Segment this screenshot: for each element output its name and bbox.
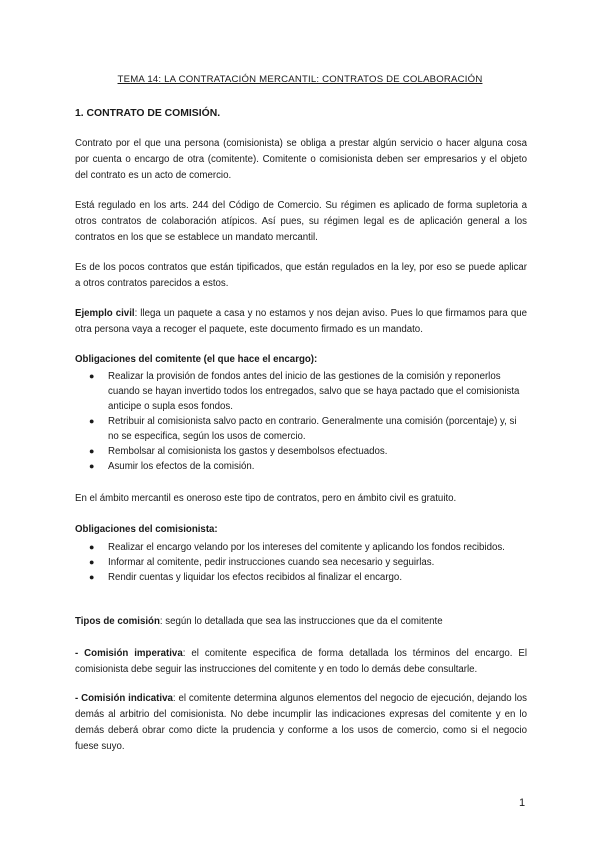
example-label: Ejemplo civil	[75, 308, 135, 319]
list-item: ● Asumir los efectos de la comisión.	[89, 461, 255, 472]
comisionista-obligations-heading: Obligaciones del comisionista:	[75, 524, 218, 535]
bullet-icon: ●	[89, 542, 95, 552]
list-item: ● Rendir cuentas y liquidar los efectos recibidos al finalizar el encargo.	[89, 572, 403, 583]
section-heading: 1. CONTRATO DE COMISIÓN.	[75, 108, 221, 119]
list-item: ● Rembolsar al comisionista los gastos y desembolsos efectuados.	[89, 446, 388, 457]
list-item: ● Realizar el encargo velando por los intereses del comitente y aplicando los fondos recibidos.	[89, 542, 505, 553]
paragraph-indicativa: - Comisión indicativa: el comitente determina algunos elementos del negocio de ejecución, dejando los demás al arbitrio del comisionista. No debe incumplir las indicaciones expresas del comitente y en lo demás deberá obrar como dicte la prudencia y conforme a los usos de comercio, como si el negocio fuese suyo.	[75, 693, 527, 752]
bullet-icon: ●	[89, 371, 95, 381]
page-number: 1	[519, 797, 526, 809]
imperativa-label: Comisión imperativa	[84, 648, 183, 659]
bullet-icon: ●	[89, 557, 95, 567]
indicativa-label: Comisión indicativa	[81, 693, 173, 704]
example-text: : llega un paquete a casa y no estamos y nos dejan aviso. Pues lo que firmamos para que otra persona vaya a recoger el paquete, este documento firmado es un mandato.	[75, 308, 527, 335]
comitente-obligations-heading: Obligaciones del comitente (el que hace el encargo):	[75, 354, 318, 365]
paragraph-regulation: Está regulado en los arts. 244 del Código de Comercio. Su régimen es aplicado de forma supletoria a otros contratos de colaboración atípicos. Así pues, su régimen legal es de aplicación general a los contratos en los que se establece un mandato mercantil.	[75, 200, 527, 243]
paragraph-imperativa: - Comisión imperativa: el comitente especifica de forma detallada los términos del encargo. El comisionista debe seguir las instrucciones del comitente y en todo lo demás debe consultarle.	[75, 648, 527, 675]
paragraph-tipos: Tipos de comisión: según lo detallada que sea las instrucciones que da el comitente	[75, 616, 443, 627]
tipos-label: Tipos de comisión	[75, 616, 160, 627]
paragraph-example	[75, 306, 527, 338]
comisionista-obligations-list	[75, 540, 527, 585]
bullet-icon: ●	[89, 572, 95, 582]
document-title: TEMA 14: LA CONTRATACIÓN MERCANTIL: CONTRATOS DE COLABORACIÓN	[117, 74, 483, 85]
paragraph-definition: Contrato por el que una persona (comisionista) se obliga a prestar algún servicio o hacer alguna cosa por cuenta o encargo de otra (comitente). Comitente o comisionista deben ser empresarios y el objeto del contrato es un acto de comercio.	[75, 138, 527, 181]
bullet-icon: ●	[89, 461, 95, 471]
comitente-obligations-list	[75, 369, 527, 474]
bullet-icon: ●	[89, 446, 95, 456]
bullet-icon: ●	[89, 416, 95, 426]
list-item: ● Informar al comitente, pedir instrucciones cuando sea necesario y seguirlas.	[89, 557, 435, 568]
paragraph-oneroso: En el ámbito mercantil es oneroso este tipo de contratos, pero en ámbito civil es gratuito.	[75, 493, 457, 504]
list-item: ● Realizar la provisión de fondos antes del inicio de las gestiones de la comisión y reponerlos cuando se hayan invertido todos los entregados, salvo que se haya pactado que el comisionista anticipe o supla esos fondos.	[89, 371, 520, 412]
paragraph-tipificados: Es de los pocos contratos que están tipificados, que están regulados en la ley, por eso se puede aplicar a otros contratos parecidos a estos.	[75, 262, 527, 289]
list-item: ● Retribuir al comisionista salvo pacto en contrario. Generalmente una comisión (porcentaje) y, si no se especifica, según los usos de comercio.	[89, 416, 517, 442]
